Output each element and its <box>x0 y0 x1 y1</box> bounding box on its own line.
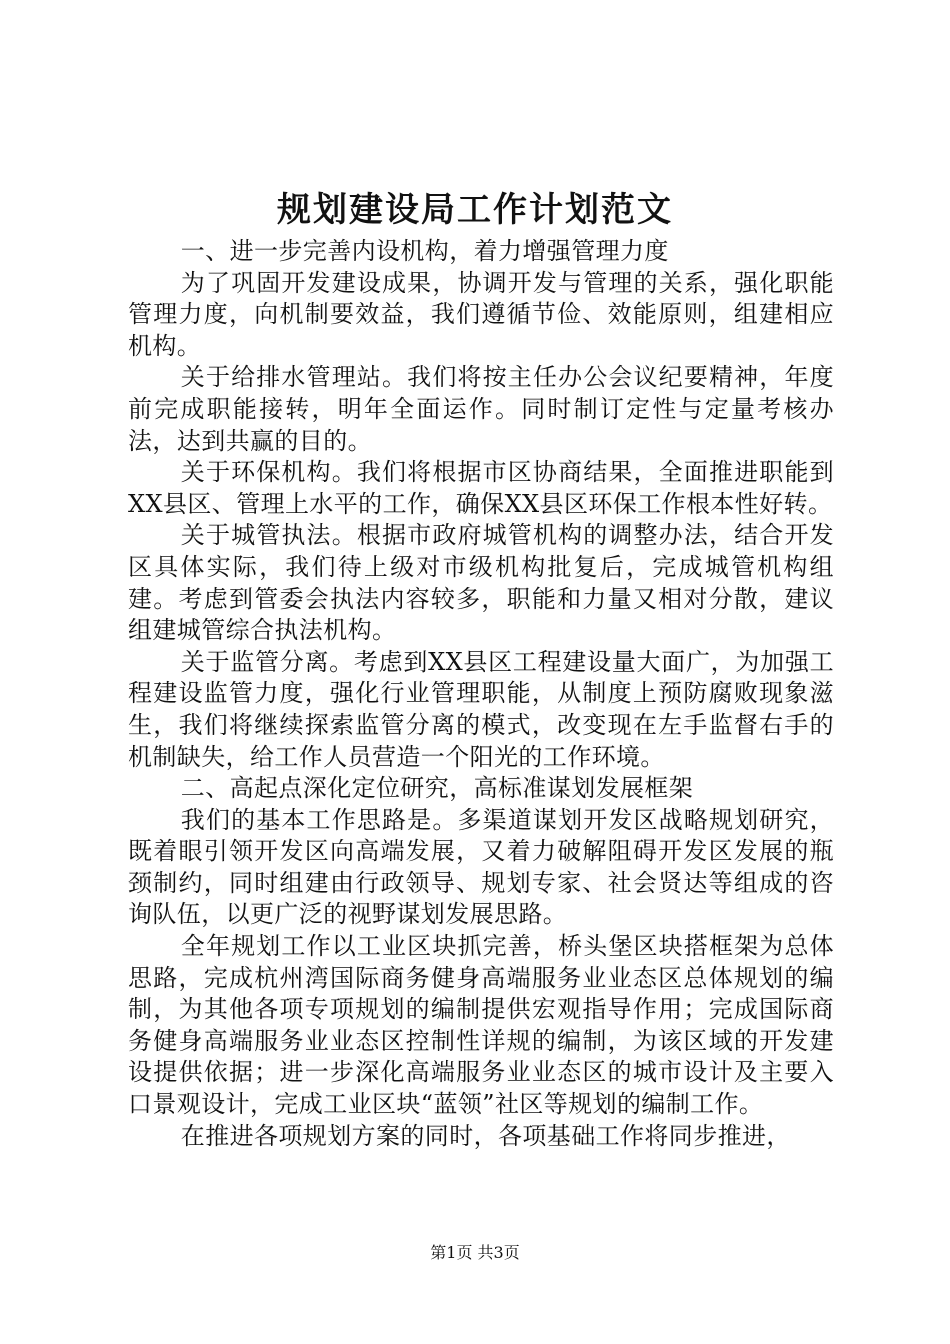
paragraph: 在推进各项规划方案的同时，各项基础工作将同步推进， <box>180 1121 791 1150</box>
paragraph: 关于环保机构。我们将根据市区协商结果，全面推进职能到XX县区、管理上水平的工作，确保XX县区环保工作根本性好转。 <box>128 458 834 518</box>
paragraph: 全年规划工作以工业区块抓完善，桥头堡区块搭框架为总体思路，完成杭州湾国际商务健身高端服务业业态区总体规划的编制，为其他各项专项规划的编制提供宏观指导作用；完成国际商务健身高端服务业业态区控制性详规的编制，为该区域的开发建设提供依据；进一步深化高端服务业业态区的城市设计及主要入口景观设计，完成工业区块“蓝领”社区等规划的编制工作。 <box>128 932 834 1119</box>
paragraph: 为了巩固开发建设成果，协调开发与管理的关系，强化职能管理力度，向机制要效益，我们遵循节俭、效能原则，组建相应机构。 <box>128 268 834 360</box>
section-heading-2: 二、高起点深化定位研究，高标准谋划发展框架 <box>180 774 694 803</box>
paragraph: 关于监管分离。考虑到XX县区工程建设量大面广，为加强工程建设监管力度，强化行业管理职能，从制度上预防腐败现象滋生，我们将继续探索监管分离的模式，改变现在左手监督右手的机制缺失，给工作人员营造一个阳光的工作环境。 <box>128 647 834 771</box>
document-title: 规划建设局工作计划范文 <box>277 190 673 230</box>
document-body <box>128 236 834 1152</box>
section-heading-1: 一、进一步完善内设机构，着力增强管理力度 <box>180 237 669 265</box>
paragraph: 关于城管执法。根据市政府城管机构的调整办法，结合开发区具体实际，我们待上级对市级机构批复后，完成城管机构组建。考虑到管委会执法内容较多，职能和力量又相对分散，建议组建城管综合执法机构。 <box>128 521 834 645</box>
page-number-footer: 第1页 共3页 <box>430 1243 520 1262</box>
paragraph: 关于给排水管理站。我们将按主任办公会议纪要精神，年度前完成职能接转，明年全面运作。同时制订定性与定量考核办法，达到共赢的目的。 <box>128 363 834 455</box>
paragraph: 我们的基本工作思路是。多渠道谋划开发区战略规划研究，既着眼引领开发区向高端发展，又着力破解阻碍开发区发展的瓶颈制约，同时组建由行政领导、规划专家、社会贤达等组成的咨询队伍，以更广泛的视野谋划发展思路。 <box>128 805 834 929</box>
